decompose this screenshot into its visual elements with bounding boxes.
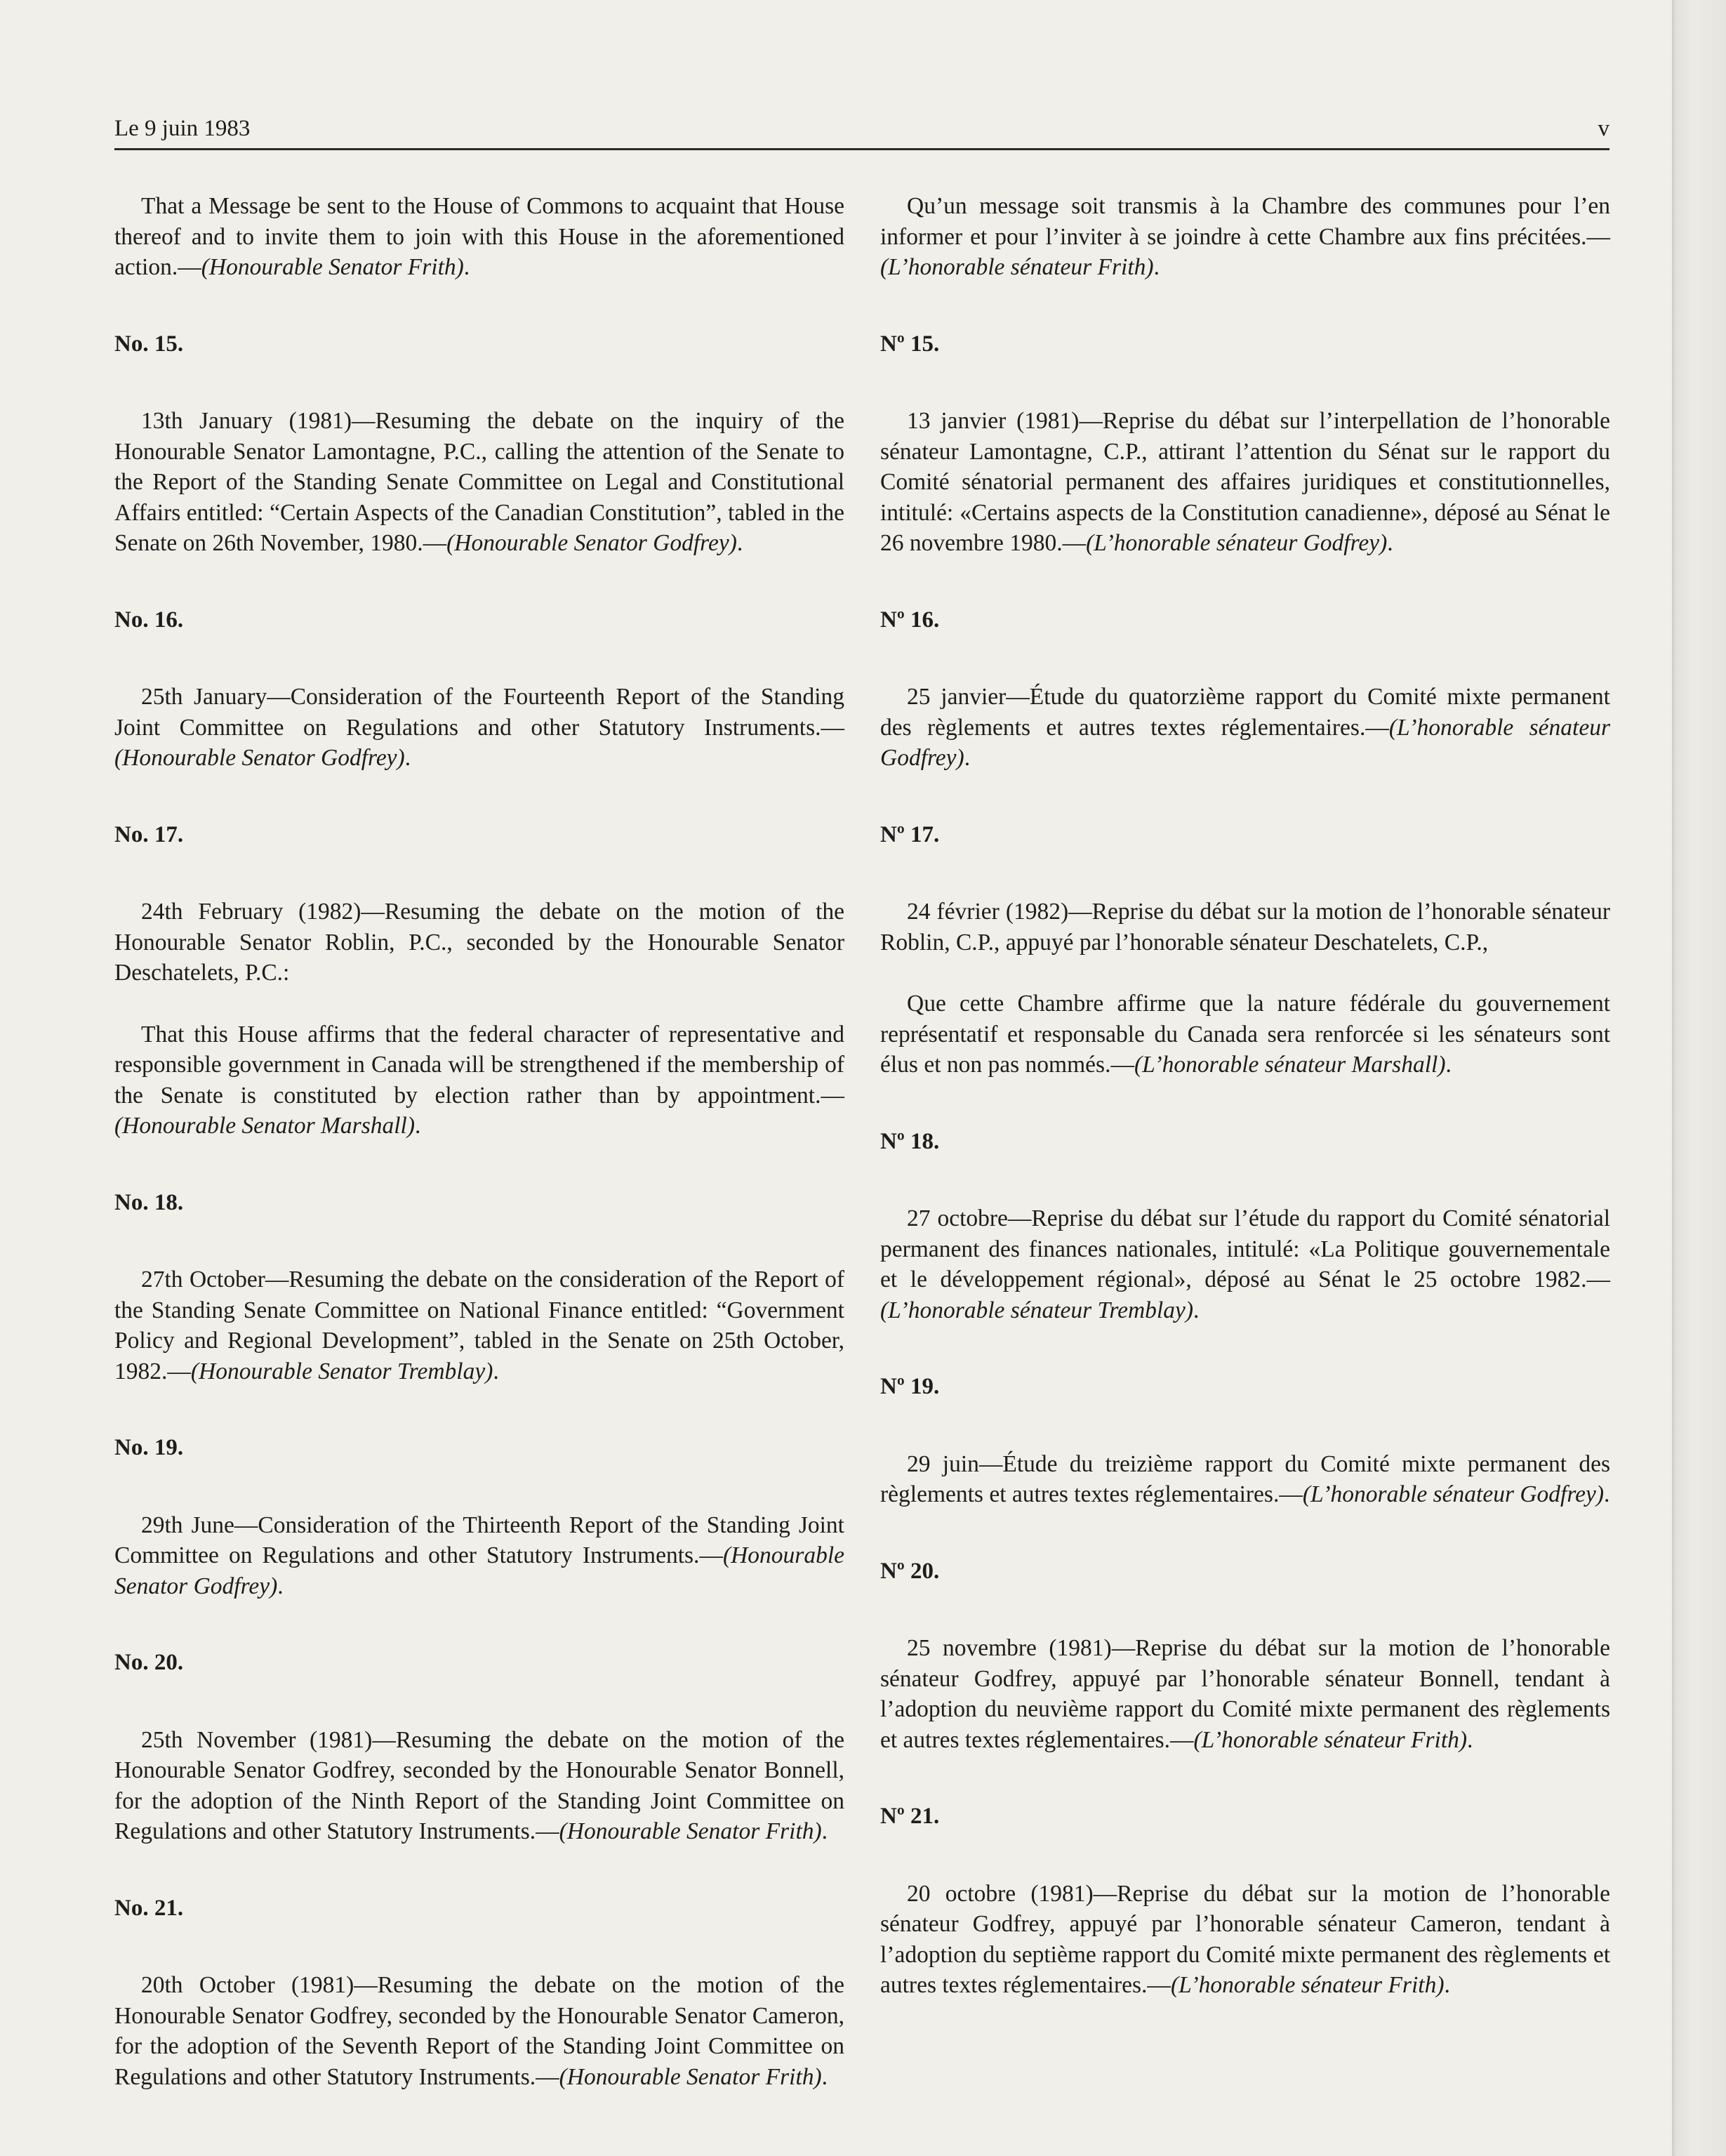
intro-paragraph <box>114 191 844 283</box>
paragraph-text: 27th October—Resuming the debate on the consideration of the Report of the Standing Senate Committee on National Finance entitled: “Government Policy and Regional Development”, tabled in the Senate on 25th October, 1982.— <box>114 1267 844 1384</box>
paragraph-attribution: (L’honorable sénateur Godfrey) <box>1086 530 1388 556</box>
order-item <box>114 1893 844 2093</box>
item-paragraph <box>880 1633 1610 1755</box>
page-number: v <box>1598 116 1609 141</box>
order-item <box>880 1372 1610 1510</box>
intro-paragraph <box>880 191 1610 283</box>
order-item <box>880 1127 1610 1326</box>
paragraph-end: . <box>736 530 743 556</box>
item-paragraph <box>114 1019 844 1142</box>
order-item <box>880 820 1610 1080</box>
item-paragraph <box>880 988 1610 1080</box>
item-number: Nº 21. <box>880 1804 940 1829</box>
paragraph-text: 29 juin—Étude du treizième rapport du Comité mixte permanent des règlements et autres textes réglementaires.— <box>880 1450 1610 1507</box>
paragraph-text: 27 octobre—Reprise du débat sur l’étude du rapport du Comité sénatorial permanent des finances nationales, intitulé: «La Politique gouvernementale et le développement régional», déposé au Sénat le 25 octobre 1982.— <box>880 1205 1610 1292</box>
item-paragraph <box>114 1970 844 2092</box>
order-item <box>880 605 1610 774</box>
item-number: No. 19. <box>114 1435 184 1460</box>
paragraph-end: . <box>821 1818 828 1844</box>
paragraph-end: . <box>1604 1481 1610 1507</box>
item-paragraph <box>880 682 1610 774</box>
paragraph-text: That this House affirms that the federal character of representative and responsible government in Canada will be strengthened if the membership of the Senate is constituted by election rather than by appointment.— <box>114 1021 844 1109</box>
paragraph-end: . <box>1445 1052 1452 1078</box>
paragraph-end: . <box>277 1573 284 1599</box>
paragraph-text: 25th January—Consideration of the Fourteenth Report of the Standing Joint Committee on Regulations and other Statutory Instruments.— <box>114 684 844 741</box>
paragraph-end: . <box>1467 1726 1473 1753</box>
item-paragraph <box>114 897 844 988</box>
order-item <box>114 820 844 1142</box>
paragraph-text: 24 février (1982)—Reprise du débat sur la motion de l’honorable sénateur Roblin, C.P., appuyé par l’honorable sénateur Deschatelets, C.P., <box>880 899 1610 955</box>
item-paragraph <box>114 406 844 559</box>
paragraph-end: . <box>404 745 411 771</box>
paragraph-end: . <box>1193 1297 1200 1323</box>
paragraph-text: 13th January (1981)—Resuming the debate on the inquiry of the Honourable Senator Lamontagne, P.C., calling the attention of the Senate to the Report of the Standing Senate Committee on Legal and Constitutional Affairs entitled: “Certain Aspects of the Canadian Constitution”, tabled in the Senate on 26th November, 1980.— <box>114 408 844 556</box>
paragraph-end: . <box>964 745 971 771</box>
paragraph-text: 20th October (1981)—Resuming the debate on the motion of the Honourable Senator Godfrey, seconded by the Honourable Senator Cameron, for the adoption of the Seventh Report of the Standing Joint Committee on Regulations and other Statutory Instruments.— <box>114 1972 844 2090</box>
order-item <box>880 1801 1610 2001</box>
paragraph-text: 20 octobre (1981)—Reprise du débat sur la motion de l’honorable sénateur Godfrey, appuyé par l’honorable sénateur Cameron, tendant à l’adoption du septième rapport du Comité mixte permanent des règlements et autres textes réglementaires.— <box>880 1880 1610 1998</box>
paragraph-text: 25th November (1981)—Resuming the debate on the motion of the Honourable Senator Godfrey, seconded by the Honourable Senator Bonnell, for the adoption of the Ninth Report of the Standing Joint Committee on Regulations and other Statutory Instruments.— <box>114 1726 844 1844</box>
item-number: Nº 15. <box>880 331 940 357</box>
item-number: Nº 19. <box>880 1374 940 1399</box>
paragraph-attribution: (Honourable Senator Godfrey) <box>114 1542 844 1599</box>
intro-text: That a Message be sent to the House of Commons to acquaint that House thereof and to invite them to join with this House in the aforementioned action.— <box>114 193 844 280</box>
order-item <box>114 1648 844 1847</box>
paragraph-attribution: (L’honorable sénateur Godfrey) <box>1302 1481 1605 1507</box>
item-paragraph <box>880 897 1610 958</box>
intro-end: . <box>1153 254 1160 280</box>
order-item <box>880 329 1610 559</box>
paragraph-text: 25 janvier—Étude du quatorzième rapport du Comité mixte permanent des règlements et autres textes réglementaires.— <box>880 684 1610 741</box>
order-item <box>114 1188 844 1387</box>
item-number: Nº 17. <box>880 821 940 847</box>
paragraph-end: . <box>415 1113 421 1139</box>
order-item <box>114 605 844 774</box>
paragraph-text: 29th June—Consideration of the Thirteenth Report of the Standing Joint Committee on Regulations and other Statutory Instruments.— <box>114 1512 844 1568</box>
order-item <box>880 1556 1610 1756</box>
header-date: Le 9 juin 1983 <box>114 116 251 141</box>
item-paragraph <box>114 682 844 774</box>
paragraph-attribution: (Honourable Senator Marshall) <box>114 1113 416 1139</box>
paragraph-attribution: (Honourable Senator Frith) <box>559 2063 822 2090</box>
item-number: No. 17. <box>114 821 184 847</box>
paragraph-end: . <box>1387 530 1393 556</box>
paragraph-attribution: (L’honorable sénateur Tremblay) <box>880 1297 1194 1323</box>
item-number: Nº 18. <box>880 1128 940 1154</box>
intro-attribution: (Honourable Senator Frith) <box>201 254 464 280</box>
paragraph-attribution: (Honourable Senator Godfrey) <box>114 745 405 771</box>
paragraph-attribution: (L’honorable sénateur Frith) <box>1193 1726 1468 1753</box>
intro-attribution: (L’honorable sénateur Frith) <box>880 254 1154 280</box>
item-number: Nº 16. <box>880 607 940 633</box>
item-paragraph <box>880 1203 1610 1325</box>
paragraph-attribution: (Honourable Senator Godfrey) <box>446 530 737 556</box>
item-number: No. 21. <box>114 1895 184 1921</box>
item-paragraph <box>880 406 1610 559</box>
paragraph-text: 25 novembre (1981)—Reprise du débat sur la motion de l’honorable sénateur Godfrey, appuyé par l’honorable sénateur Bonnell, tendant à l’adoption du neuvième rapport du Comité mixte permanent des règlements et autres textes réglementaires.— <box>880 1635 1610 1753</box>
paragraph-end: . <box>1444 1972 1450 1998</box>
paragraph-end: . <box>493 1358 499 1384</box>
page-edge <box>1672 0 1726 2156</box>
paragraph-end: . <box>821 2063 828 2090</box>
item-number: No. 15. <box>114 331 184 357</box>
english-column <box>114 191 844 2138</box>
paragraph-attribution: (L’honorable sénateur Godfrey) <box>880 714 1610 771</box>
item-number: No. 16. <box>114 607 184 633</box>
item-number: No. 18. <box>114 1189 184 1215</box>
paragraph-text: 24th February (1982)—Resuming the debate on the motion of the Honourable Senator Roblin, P.C., seconded by the Honourable Senator Deschatelets, P.C.: <box>114 899 844 986</box>
item-paragraph <box>114 1264 844 1387</box>
paragraph-text: Que cette Chambre affirme que la nature fédérale du gouvernement représentatif et responsable du Canada sera renforcée si les sénateurs sont élus et non pas nommés.— <box>880 991 1610 1078</box>
item-paragraph <box>114 1725 844 1847</box>
item-number: No. 20. <box>114 1650 184 1675</box>
paragraph-attribution: (Honourable Senator Tremblay) <box>190 1358 493 1384</box>
header-rule <box>114 148 1609 150</box>
intro-text: Qu’un message soit transmis à la Chambre des communes pour l’en informer et pour l’inviter à se joindre à cette Chambre aux fins précitées.— <box>880 193 1610 250</box>
paragraph-attribution: (Honourable Senator Frith) <box>559 1818 822 1844</box>
french-column <box>880 191 1610 2047</box>
page-header <box>114 116 1609 151</box>
item-number: Nº 20. <box>880 1558 940 1584</box>
order-item <box>114 1433 844 1601</box>
item-paragraph <box>114 1510 844 1602</box>
item-paragraph <box>880 1449 1610 1510</box>
paragraph-attribution: (L’honorable sénateur Frith) <box>1170 1972 1445 1998</box>
item-paragraph <box>880 1879 1610 2001</box>
paragraph-text: 13 janvier (1981)—Reprise du débat sur l’interpellation de l’honorable sénateur Lamontagne, C.P., attirant l’attention du Sénat sur le rapport du Comité sénatorial permanent des affaires juridiques et constitutionnelles, intitulé: «Certains aspects de la Constitution canadienne», déposé au Sénat le 26 novembre 1980.— <box>880 408 1610 556</box>
order-item <box>114 329 844 559</box>
paragraph-attribution: (L’honorable sénateur Marshall) <box>1134 1052 1446 1078</box>
intro-end: . <box>463 254 470 280</box>
